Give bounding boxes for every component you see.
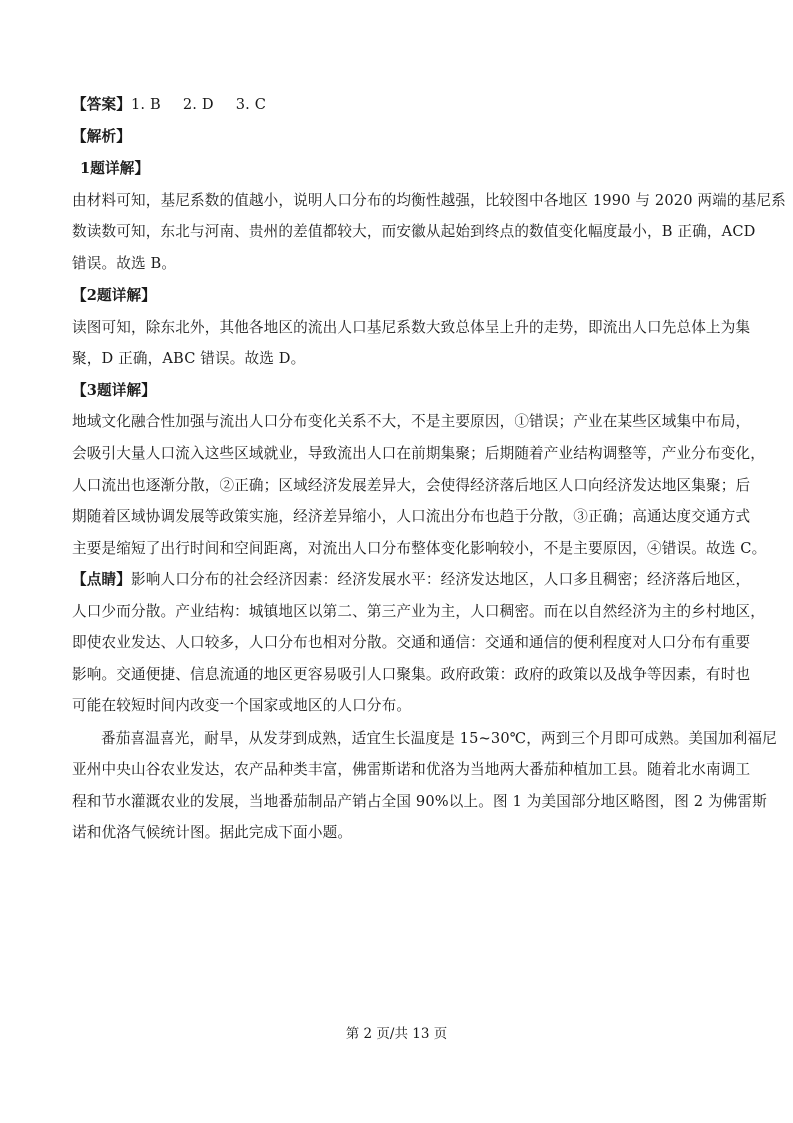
passage-line: 亚州中央山谷农业发达，农产品种类丰富，佛雷斯诺和优洛为当地两大番茄种植加工县。随着北水南调工 bbox=[72, 761, 751, 778]
tip-line: 即使农业发达、人口较多，人口分布也相对分散。交通和通信：交通和通信的便利程度对人口分布有重要 bbox=[72, 634, 751, 651]
q3-heading: 【3题详解】 bbox=[72, 382, 157, 399]
tip-line: 人口少而分散。产业结构：城镇地区以第二、第三产业为主，人口稠密。而在以自然经济为主的乡村地区， bbox=[72, 603, 765, 620]
q1-line: 由材料可知，基尼系数的值越小，说明人口分布的均衡性越强，比较图中各地区 1990 与 2020 两端的基尼系 bbox=[72, 192, 786, 209]
q3-line: 会吸引大量人口流入这些区域就业，导致流出人口在前期集聚；后期随着产业结构调整等，产业分布变化， bbox=[72, 445, 765, 462]
answer-item: 3. C bbox=[235, 96, 267, 113]
answer-label: 【答案】 bbox=[72, 96, 131, 113]
tip-line bbox=[72, 570, 751, 590]
passage-line: 番茄喜温喜光，耐旱，从发芽到成熟，适宜生长温度是 15~30℃，两到三个月即可成熟。美国加利福尼 bbox=[101, 730, 777, 747]
tip-first-line: 影响人口分布的社会经济因素：经济发展水平：经济发达地区，人口多且稠密；经济落后地区， bbox=[130, 571, 751, 588]
answer-line bbox=[72, 95, 724, 115]
analysis-label: 【解析】 bbox=[72, 128, 131, 145]
q3-line: 人口流出也逐渐分散，②正确；区域经济发展差异大，会使得经济落后地区人口向经济发达地区集聚；后 bbox=[72, 477, 751, 494]
tip-line: 影响。交通便捷、信息流通的地区更容易吸引人口聚集。政府政策：政府的政策以及战争等因素，有时也 bbox=[72, 666, 751, 683]
tip-label: 【点睛】 bbox=[72, 571, 131, 588]
q1-heading: 1题详解】 bbox=[80, 160, 150, 177]
q1-line: 数读数可知，东北与河南、贵州的差值都较大，而安徽从起始到终点的数值变化幅度最小，B 正确，ACD bbox=[72, 223, 756, 240]
passage-line: 诺和优洛气候统计图。据此完成下面小题。 bbox=[72, 824, 353, 841]
answer-item: 2. D bbox=[182, 96, 214, 113]
q1-line: 错误。故选 B。 bbox=[72, 255, 177, 272]
q2-line: 聚，D 正确，ABC 错误。故选 D。 bbox=[72, 350, 306, 367]
tip-line: 可能在较短时间内改变一个国家或地区的人口分布。 bbox=[72, 697, 412, 714]
q2-heading: 【2题详解】 bbox=[72, 287, 157, 304]
q3-line: 期随着区域协调发展等政策实施，经济差异缩小，人口流出分布也趋于分散，③正确；高通达度交通方式 bbox=[72, 508, 751, 525]
passage-line: 程和节水灌溉农业的发展，当地番茄制品产销占全国 90%以上。图 1 为美国部分地区略图，图 2 为佛雷斯 bbox=[72, 793, 767, 810]
q2-line: 读图可知，除东北外，其他各地区的流出人口基尼系数大致总体呈上升的走势，即流出人口先总体上为集 bbox=[72, 319, 751, 336]
answer-item: 1. B bbox=[130, 96, 161, 113]
page-number: 第 2 页/共 13 页 bbox=[345, 1026, 448, 1042]
q3-line: 主要是缩短了出行时间和空间距离，对流出人口分布整体变化影响较小，不是主要原因，④错误。故选 C。 bbox=[72, 540, 767, 557]
q3-line: 地域文化融合性加强与流出人口分布变化关系不大，不是主要原因，①错误；产业在某些区域集中布局， bbox=[72, 413, 751, 430]
